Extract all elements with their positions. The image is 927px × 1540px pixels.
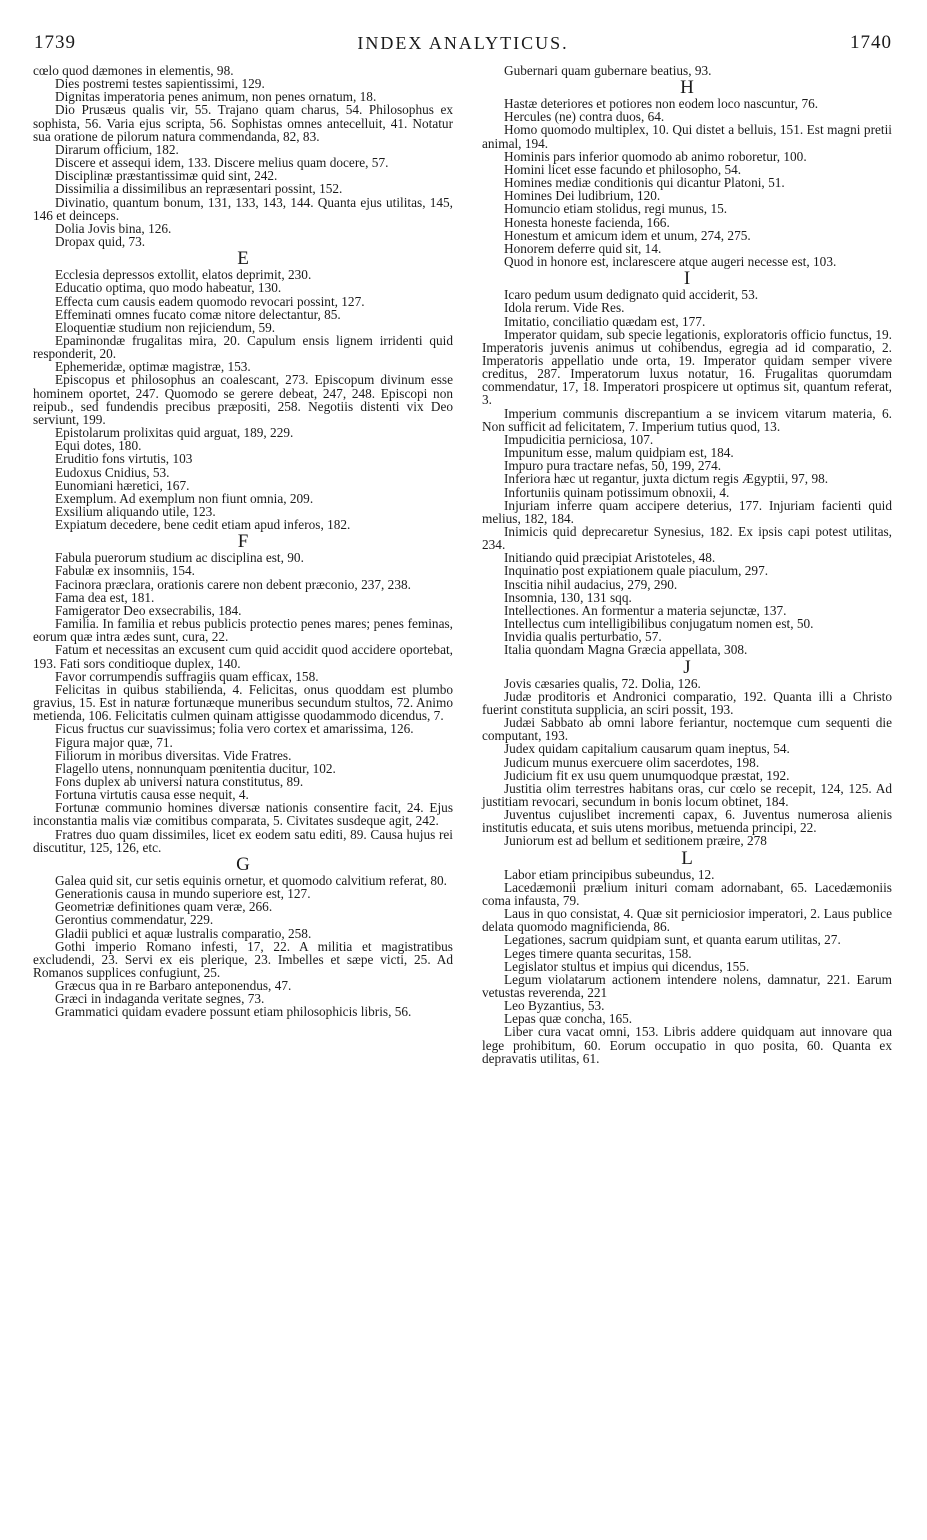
index-entry: Dropax quid, 73. [55, 234, 146, 250]
index-entry: Imperium communis discrepantium a se invicem vitarum materia, 6. Non sufficit ad felicitatem, 7. Imperium tutius quod, 13. [482, 405, 892, 434]
index-entry: Geometriæ definitiones quam veræ, 266. [55, 899, 273, 915]
index-entry: Ecclesia depressos extollit, elatos deprimit, 230. [55, 267, 312, 283]
index-entry: Equi dotes, 180. [55, 438, 142, 454]
index-entry: Discere et assequi idem, 133. Discere melius quam docere, 57. [55, 155, 389, 171]
index-entry: Inquinatio post expiationem quale piaculum, 297. [504, 563, 769, 579]
index-entry: Eudoxus Cnidius, 53. [55, 464, 170, 480]
index-entry: Effecta cum causis eadem quomodo revocari possint, 127. [55, 293, 365, 309]
index-entry: Honorem deferre quid sit, 14. [504, 240, 662, 256]
section-letter: G [236, 853, 250, 875]
index-entry: Flagello utens, nonnunquam pœnitentia ducitur, 102. [55, 760, 336, 776]
index-entry: Laus in quo consistat, 4. Quæ sit perniciosior imperatori, 2. Laus publice delata quomodo magnificienda, 86. [482, 906, 892, 935]
index-entry: Grammatici quidam evadere possunt etiam philosophicis libris, 56. [55, 1004, 412, 1020]
index-entry: Juniorum est ad bellum et seditionem præire, 278 [504, 833, 767, 849]
index-entry: Favor corrumpendis suffragiis quam efficax, 158. [55, 668, 319, 684]
index-entry: Dignitas imperatoria penes animum, non penes ornatum, 18. [55, 89, 377, 105]
index-entry: Homo quomodo multiplex, 10. Qui distet a belluis, 151. Est magni pretii animal, 194. [482, 122, 892, 151]
index-entry: Fabula puerorum studium ac disciplina est, 90. [55, 550, 304, 566]
index-entry: Expiatum decedere, bene cedit etiam apud inferos, 182. [55, 517, 351, 533]
section-letter: I [683, 268, 691, 290]
left-page-number: 1739 [34, 32, 76, 53]
index-entry: Eloquentiæ studium non rejiciendum, 59. [55, 319, 276, 335]
index-entry: Fabulæ ex insomniis, 154. [55, 563, 195, 579]
index-entry: Ephemeridæ, optimæ magistræ, 153. [55, 359, 251, 375]
index-entry: Injuriam inferre quam accipere deterius, 177. Injuriam facienti quid melius, 182, 184. [482, 497, 892, 526]
index-entry: Imperator quidam, sub specie legationis, exploratoris officio functus, 19. Imperatoris juvenis animus ut cohibendus, egregia ad id comparatio, 2. Imperatoris appellatio unde orta, 19. Imperator quidam semper vivere creditus, 287. Imperatorum luxus notatur, 16. Frugalitas quorumdam commendatur, 17, 18. Imperatori prospicere ut optimus sit, quantum referat, 3. [482, 326, 892, 408]
index-entry: Hominis pars inferior quomodo ab animo roboretur, 100. [504, 148, 807, 164]
index-entry: Initiando quid præcipiat Aristoteles, 48. [504, 550, 716, 566]
index-entry: Legum violatarum actionem intendere nolens, damnatur, 221. Earum vetustas reverenda, 221 [482, 971, 892, 1000]
section-letter: L [681, 847, 693, 869]
index-entry: Divinatio, quantum bonum, 131, 133, 143, 144. Quanta ejus utilitas, 145, 146 et deinceps. [33, 194, 453, 223]
index-entry: Legationes, sacrum quidpiam sunt, et quanta earum utilitas, 27. [504, 932, 841, 948]
running-title: INDEX ANALYTICUS. [357, 33, 569, 53]
index-entry: Epistolarum prolixitas quid arguat, 189, 229. [55, 425, 294, 441]
index-entry: Educatio optima, quo modo habeatur, 130. [55, 280, 282, 296]
index-entry: Homini licet esse facundo et philosopho, 54. [504, 161, 742, 177]
index-entry: Idola rerum. Vide Res. [504, 300, 625, 316]
index-entry: Famigerator Deo exsecrabilis, 184. [55, 602, 242, 618]
index-entry: Exemplum. Ad exemplum non fiunt omnia, 209. [55, 490, 314, 506]
index-entry: Episcopus et philosophus an coalescant, 273. Episcopum divinum esse hominem oportet, 247. Quomodo se gerere debeat, 247, 248. Episcopi non reipub., sed fundendis precibus præpositi, 258. Negotiis distenti vix Deo serviunt, 199. [33, 372, 453, 427]
index-entry: Fratres duo quam dissimiles, licet ex eodem satu editi, 89. Causa hujus rei discutitur, 125, 126, etc. [33, 826, 453, 855]
right-page-number: 1740 [850, 32, 892, 53]
index-entry: Dirarum officium, 182. [55, 141, 179, 157]
index-entry: Fons duplex ab universi natura constitutus, 89. [55, 773, 304, 789]
index-entry: cœlo quod dæmones in elementis, 98. [33, 63, 234, 78]
index-entry: Homines mediæ conditionis qui dicantur Platoni, 51. [504, 175, 785, 191]
index-entry: Insomnia, 130, 131 sqq. [504, 589, 632, 605]
index-entry: Eruditio fons virtutis, 103 [55, 451, 193, 467]
index-entry: Græci in indaganda veritate segnes, 73. [55, 991, 265, 1007]
index-entry: Eunomiani hæretici, 167. [55, 477, 190, 493]
index-entry: Hastæ deteriores et potiores non eodem loco nascuntur, 76. [504, 96, 819, 112]
index-entry: Leo Byzantius, 53. [504, 998, 605, 1014]
index-entry: Honestum et amicum idem et unum, 274, 275. [504, 227, 751, 243]
index-entry: Imitatio, conciliatio quædam est, 177. [504, 313, 706, 329]
index-entry: Infortuniis quinam potissimum obnoxii, 4. [504, 484, 730, 500]
section-letter: H [680, 77, 694, 99]
index-entry: Generationis causa in mundo superiore est, 127. [55, 886, 311, 902]
right-index-column [482, 64, 892, 1065]
section-letter: E [237, 248, 249, 270]
section-letter: F [237, 531, 249, 553]
index-entry: Jovis cæsaries qualis, 72. Dolia, 126. [504, 675, 701, 691]
index-entry: Homines Dei ludibrium, 120. [504, 188, 661, 204]
index-entry: Judicum munus exercuere olim sacerdotes, 198. [504, 754, 760, 770]
index-entry: Ficus fructus cur suavissimus; folia vero cortex et amarissima, 126. [55, 721, 414, 737]
index-entry: Judæ proditoris et Andronici comparatio, 192. Quanta illi a Christo fuerint constituta supplicia, an sciri possit, 193. [482, 688, 892, 717]
index-entry: Fortunæ communio homines diversæ nationis consentire facit, 24. Ejus inconstantia malis viæ comitibus comparata, 5. Civitates susdeque agit, 242. [33, 800, 453, 829]
index-entry: Inscitia nihil audacius, 279, 290. [504, 576, 678, 592]
index-entry: Honesta honeste facienda, 166. [504, 214, 670, 230]
index-entry: Dio Prusæus qualis vir, 55. Trajano quam charus, 54. Philosophus ex sophista, 56. Varia ejus scripta, 56. Sophistas omnes antecelluit, 41. Notatur sua oratione de pilorum natura commendanda, 82, 83. [33, 102, 453, 144]
index-entry: Epaminondæ frugalitas mira, 20. Capulum ensis lignem irridenti quid responderit, 20. [33, 332, 453, 362]
index-entry: Figura major quæ, 71. [55, 734, 173, 750]
index-entry: Disciplinæ præstantissimæ quid sint, 242. [55, 168, 278, 184]
index-entry: Labor etiam principibus subeundus, 12. [504, 866, 715, 882]
index-entry: Dissimilia a dissimilibus an repræsentari possint, 152. [55, 181, 343, 197]
index-entry: Lacedæmonii prælium inituri comam adornabant, 65. Lacedæmoniis coma infausta, 79. [482, 879, 892, 908]
index-entry: Familia. In familia et rebus publicis protectio penes mares; penes feminas, eorum quæ intra ædes sunt, cura, 22. [33, 616, 453, 645]
section-letter: J [683, 656, 691, 678]
index-entry: Inimicis quid deprecaretur Synesius, 182. Ex ipsis capi potest utilitas, 234. [482, 524, 892, 553]
index-entry: Facinora præclara, orationis carere non debent præconio, 237, 238. [55, 576, 411, 592]
index-entry: Gothi imperio Romano infesti, 17, 22. A militia et magistratibus excludendi, 23. Servi ex eis plerique, 23. Imbelles et sæpe victi, 25. Ad Romanos supplices confugiunt, 25. [33, 938, 453, 980]
index-entry: Leges timere quanta securitas, 158. [504, 945, 692, 961]
index-entry: Intellectus cum intelligibilibus conjugatum nomen est, 50. [504, 616, 814, 632]
index-entry: Invidia qualis perturbatio, 57. [504, 629, 662, 645]
index-entry: Impudicitia perniciosa, 107. [504, 431, 654, 447]
index-entry: Fama dea est, 181. [55, 589, 155, 605]
index-entry: Italia quondam Magna Græcia appellata, 308. [504, 642, 748, 658]
index-entry: Exsilium aliquando utile, 123. [55, 504, 216, 519]
index-entry: Effeminati omnes fucato comæ nitore delectantur, 85. [55, 306, 341, 322]
index-entry: Gubernari quam gubernare beatius, 93. [504, 63, 712, 78]
index-entry: Fatum et necessitas an excusent cum quid accidit quod accidere oportebat, 193. Fati sors conditioque duplex, 140. [33, 642, 453, 671]
index-entry: Hercules (ne) contra duos, 64. [504, 109, 665, 125]
index-entry: Fortuna virtutis causa esse nequit, 4. [55, 787, 249, 803]
index-entry: Impunitum esse, malum quidpiam est, 184. [504, 445, 734, 461]
index-entry: Quod in honore est, inclarescere atque augeri necesse est, 103. [504, 254, 837, 270]
left-index-column [33, 64, 453, 1019]
index-entry: Icaro pedum usum dedignato quid acciderit, 53. [504, 287, 759, 303]
index-entry: Judicium fit ex usu quem unumquodque præstat, 192. [504, 767, 790, 783]
index-entry: Lepas quæ concha, 165. [504, 1011, 633, 1027]
index-entry: Inferiora hæc ut regantur, juxta dictum regis Ægyptii, 97, 98. [504, 471, 829, 487]
index-entry: Impuro pura tractare nefas, 50, 199, 274. [504, 458, 722, 474]
index-entry: Felicitas in quibus stabilienda, 4. Felicitas, onus quoddam est plumbo gravius, 15. Est in naturæ fortunæque muneribus secundum stultos, 72. Animo metienda, 106. Felicitatis culmen quinam attigisse quodammodo dicendus, 7. [33, 681, 453, 724]
index-entry: Dies postremi testes sapientissimi, 129. [55, 76, 265, 92]
page-header [34, 32, 892, 56]
index-entry: Judex quidam capitalium causarum quam ineptus, 54. [504, 741, 790, 757]
index-entry: Dolia Jovis bina, 126. [55, 220, 172, 236]
index-entry: Græcus qua in re Barbaro anteponendus, 47. [55, 978, 292, 994]
index-entry: Gerontius commendatur, 229. [55, 912, 214, 928]
index-entry: Legislator stultus et impius qui dicendus, 155. [504, 958, 750, 974]
index-entry: Juventus cujuslibet incrementi capax, 6. Juventus numerosa alienis institutis educata, et suis utens moribus, metuenda principi, 22. [482, 807, 892, 836]
index-entry: Judæi Sabbato ab omni labore feriantur, noctemque cum sequenti die computant, 193. [482, 715, 892, 744]
index-entry: Intellectiones. An formentur a materia sejunctæ, 137. [504, 602, 787, 618]
index-entry: Justitia olim terrestres habitans oras, cur cœlo se recepit, 124, 125. Ad justitiam revocari, secundum in bonis locum obtinet, 184. [482, 780, 892, 809]
index-entry: Homuncio etiam stolidus, regi munus, 15. [504, 201, 728, 217]
index-entry: Liber cura vacat omni, 153. Libris addere quidquam aut innovare qua lege prohibitum, 60. Eorum occupatio in quo posita, 60. Quanta ex depravatis utilitas, 61. [482, 1024, 892, 1066]
index-entry: Gladii publici et aquæ lustralis comparatio, 258. [55, 925, 312, 941]
index-entry: Filiorum in moribus diversitas. Vide Fratres. [55, 747, 292, 763]
index-entry: Galea quid sit, cur setis equinis ornetur, et quomodo calvitium referat, 80. [55, 872, 447, 888]
